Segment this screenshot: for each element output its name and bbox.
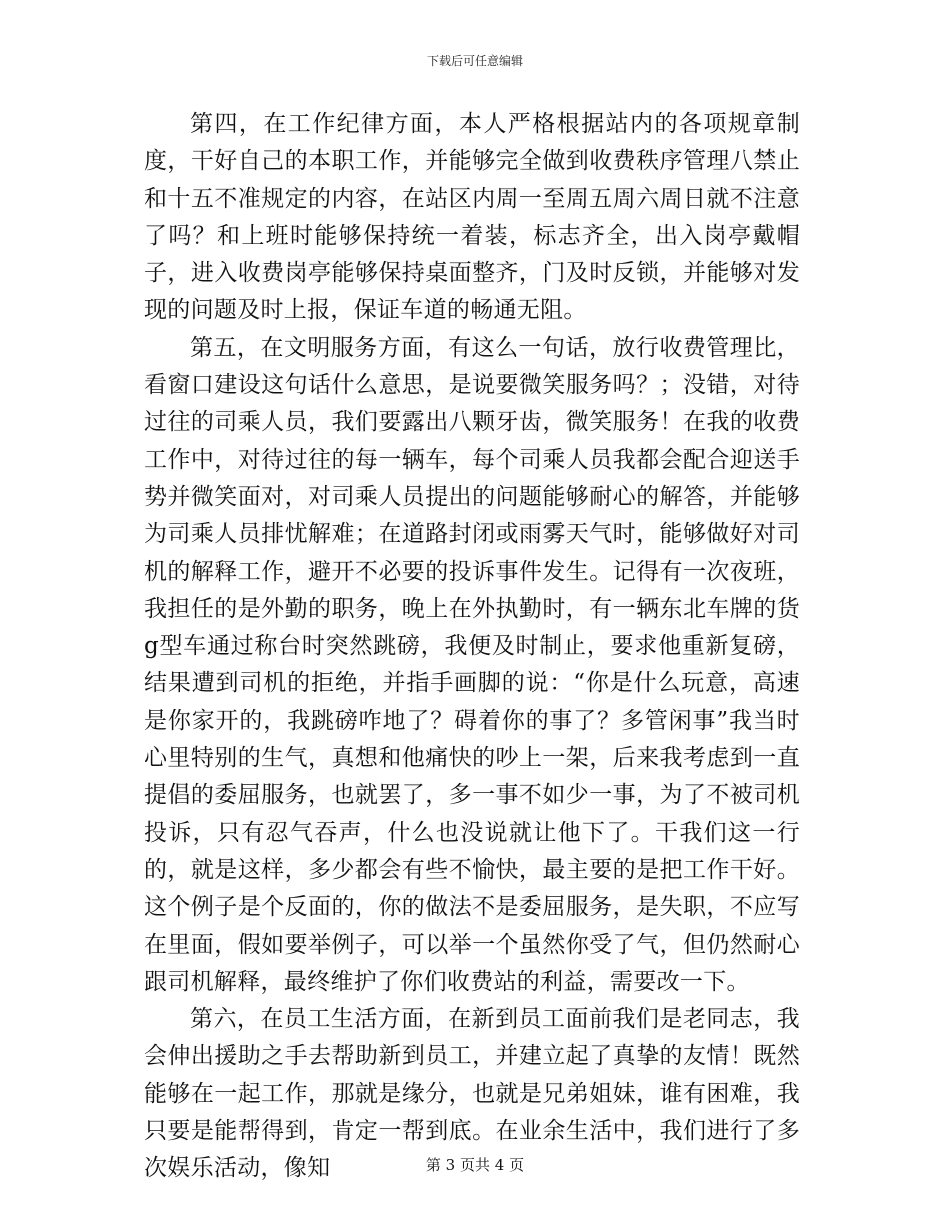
paragraph-civil-service: 第五，在文明服务方面，有这么一句话，放行收费管理比，看窗口建设这句话什么意思，是说要微笑服务吗？；没错，对待过往的司乘人员，我们要露出八颗牙齿，微笑服务！在我的收费工作中，对待过往的每一辆车，每个司乘人员我都会配合迎送手势并微笑面对，对司乘人员提出的问题能够耐心的解答，并能够为司乘人员排忧解难；在道路封闭或雨雾天气时，能够做好对司机的解释工作，避开不必要的投诉事件发生。记得有一次夜班，我担任的是外勤的职务，晚上在外执勤时，有一辆东北车牌的货g型车通过称台时突然跳磅，我便及时制止，要求他重新复磅，结果遭到司机的拒绝，并指手画脚的说：“你是什么玩意，高速是你家开的，我跳磅咋地了？碍着你的事了？多管闲事”我当时心里特别的生气，真想和他痛快的吵上一架，后来我考虑到一直提倡的委屈服务，也就罢了，多一事不如少一事，为了不被司机投诉，只有忍气吞声，什么也没说就让他下了。干我们这一行的，就是这样，多少都会有些不愉快，最主要的是把工作干好。这个例子是个反面的，你的做法不是委屈服务，是失职，不应写在里面，假如要举例子，可以举一个虽然你受了气，但仍然耐心跟司机解释，最终维护了你们收费站的利益，需要改一下。 [144,334,800,995]
document-body [144,106,800,1188]
page-footer-indicator: 第 3 页共 4 页 [425,1156,525,1174]
paragraph-staff-life: 第六，在员工生活方面，在新到员工面前我们是老同志，我会伸出援助之手去帮助新到员工，并建立起了真挚的友情！既然能够在一起工作，那就是缘分，也就是兄弟姐妹，谁有困难，我只要是能帮得到，肯定一帮到底。在业余生活中，我们进行了多次娱乐活动，像知 [144,1006,800,1182]
paragraph-discipline: 第四，在工作纪律方面，本人严格根据站内的各项规章制度，干好自己的本职工作，并能够完全做到收费秩序管理八禁止和十五不准规定的内容，在站区内周一至周五周六周日就不注意了吗？和上班时能够保持统一着装，标志齐全，出入岗亭戴帽子，进入收费岗亭能够保持桌面整齐，门及时反锁，并能够对发现的问题及时上报，保证车道的畅通无阻。 [144,111,800,324]
page-header-note: 下载后可任意编辑 [426,54,523,68]
